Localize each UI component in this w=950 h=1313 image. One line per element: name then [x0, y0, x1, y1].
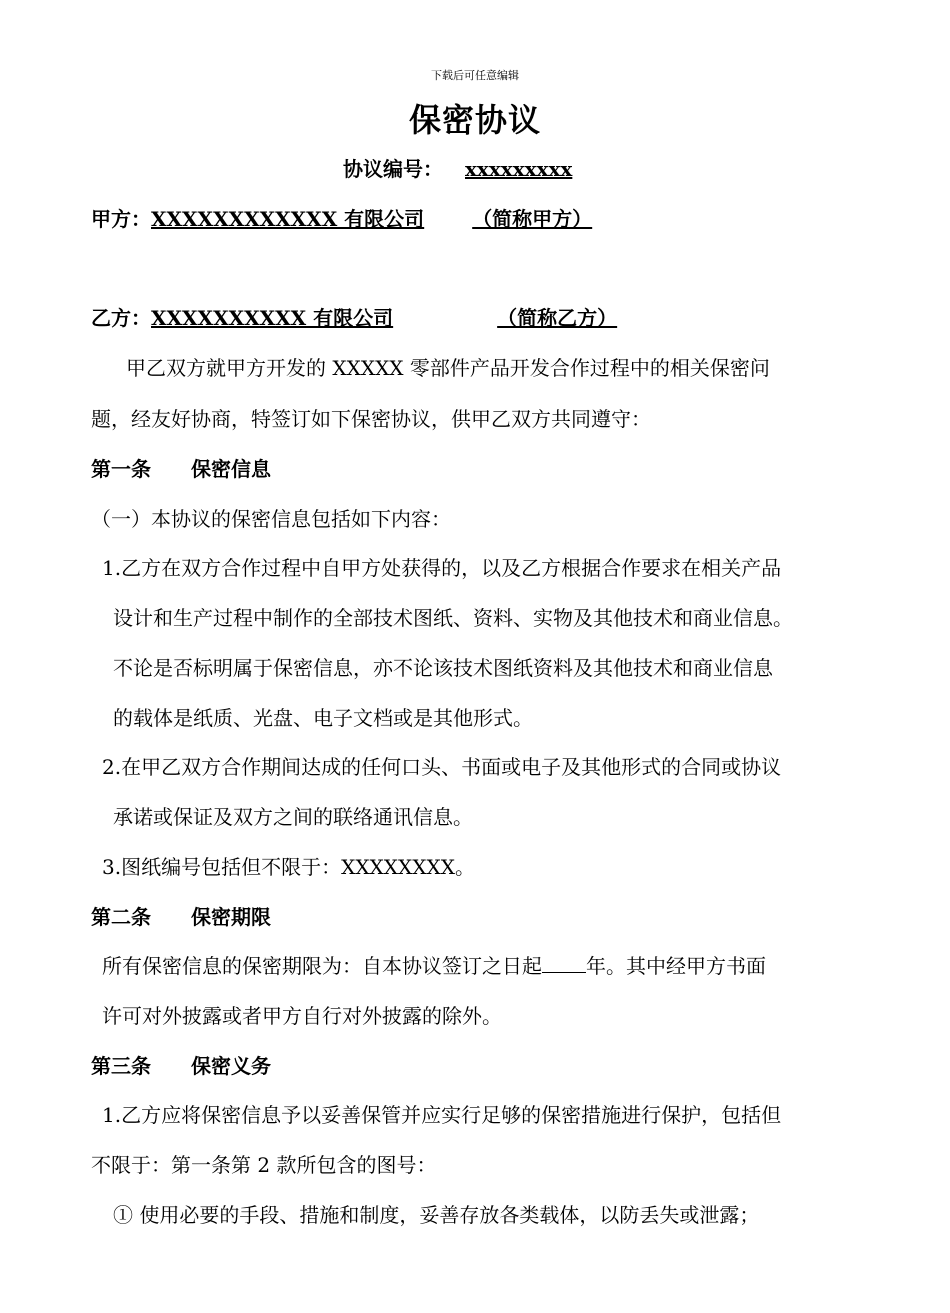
agreement-number [343, 153, 582, 182]
fill-in-blank-years[interactable] [542, 954, 586, 973]
article-1-item-1-line-4: 的载体是纸质、光盘、电子文档或是其他形式。 [113, 706, 533, 730]
article-2-line-2: 许可对外披露或者甲方自行对外披露的除外。 [102, 1004, 502, 1028]
article-1-subheading: （一）本协议的保密信息包括如下内容： [91, 507, 451, 531]
party-a-label: 甲方： [91, 207, 151, 231]
article-1-number: 第一条 [91, 457, 151, 481]
article-1-heading [91, 453, 271, 482]
party-b [91, 302, 617, 331]
article-3-item-1-line-2: 不限于：第一条第 2 款所包含的图号： [91, 1153, 437, 1177]
party-b-label: 乙方： [91, 306, 151, 330]
article-2-number: 第二条 [91, 905, 151, 929]
article-3-title: 保密义务 [191, 1054, 271, 1078]
article-1-title: 保密信息 [191, 457, 271, 481]
party-b-alias: （简称乙方） [497, 306, 618, 330]
party-a-alias: （简称甲方） [472, 207, 593, 231]
article-2-heading [91, 901, 271, 930]
article-2-title: 保密期限 [191, 905, 271, 929]
article-1-item-2-line-1: 2.在甲乙双方合作期间达成的任何口头、书面或电子及其他形式的合同或协议 [102, 755, 782, 779]
intro-line-1: 甲乙双方就甲方开发的 XXXXX 零部件产品开发合作过程中的相关保密问 [126, 356, 770, 380]
article-2-line-1-after: 年。其中经甲方书面 [586, 954, 766, 978]
article-2-line-1-before: 所有保密信息的保密期限为：自本协议签订之日起 [102, 954, 542, 978]
intro-line-2: 题，经友好协商，特签订如下保密协议，供甲乙双方共同遵守： [91, 407, 651, 431]
document-title: 保密协议 [408, 101, 541, 139]
article-3-heading [91, 1050, 271, 1079]
party-a-name: XXXXXXXXXXXX 有限公司 [151, 207, 425, 231]
article-1-item-1-line-3: 不论是否标明属于保密信息，亦不论该技术图纸资料及其他技术和商业信息 [113, 656, 773, 680]
article-3-item-1-line-1: 1.乙方应将保密信息予以妥善保管并应实行足够的保密措施进行保护，包括但 [102, 1103, 782, 1127]
party-a [91, 203, 592, 232]
agreement-number-label: 协议编号： [343, 157, 443, 181]
article-3-point-1: ① 使用必要的手段、措施和制度，妥善存放各类载体，以防丢失或泄露； [113, 1203, 760, 1227]
party-b-name: XXXXXXXXXX 有限公司 [151, 306, 394, 330]
article-1-item-1-line-1: 1.乙方在双方合作过程中自甲方处获得的，以及乙方根据合作要求在相关产品 [102, 556, 782, 580]
article-1-item-1-line-2: 设计和生产过程中制作的全部技术图纸、资料、实物及其他技术和商业信息。 [113, 606, 793, 630]
agreement-number-value: xxxxxxxxx [465, 157, 573, 181]
article-1-item-3: 3.图纸编号包括但不限于：XXXXXXXX。 [102, 855, 475, 879]
article-1-item-2-line-2: 承诺或保证及双方之间的联络通讯信息。 [113, 805, 473, 829]
article-3-number: 第三条 [91, 1054, 151, 1078]
article-2-line-1 [102, 950, 766, 979]
header-note: 下载后可任意编辑 [431, 69, 519, 82]
